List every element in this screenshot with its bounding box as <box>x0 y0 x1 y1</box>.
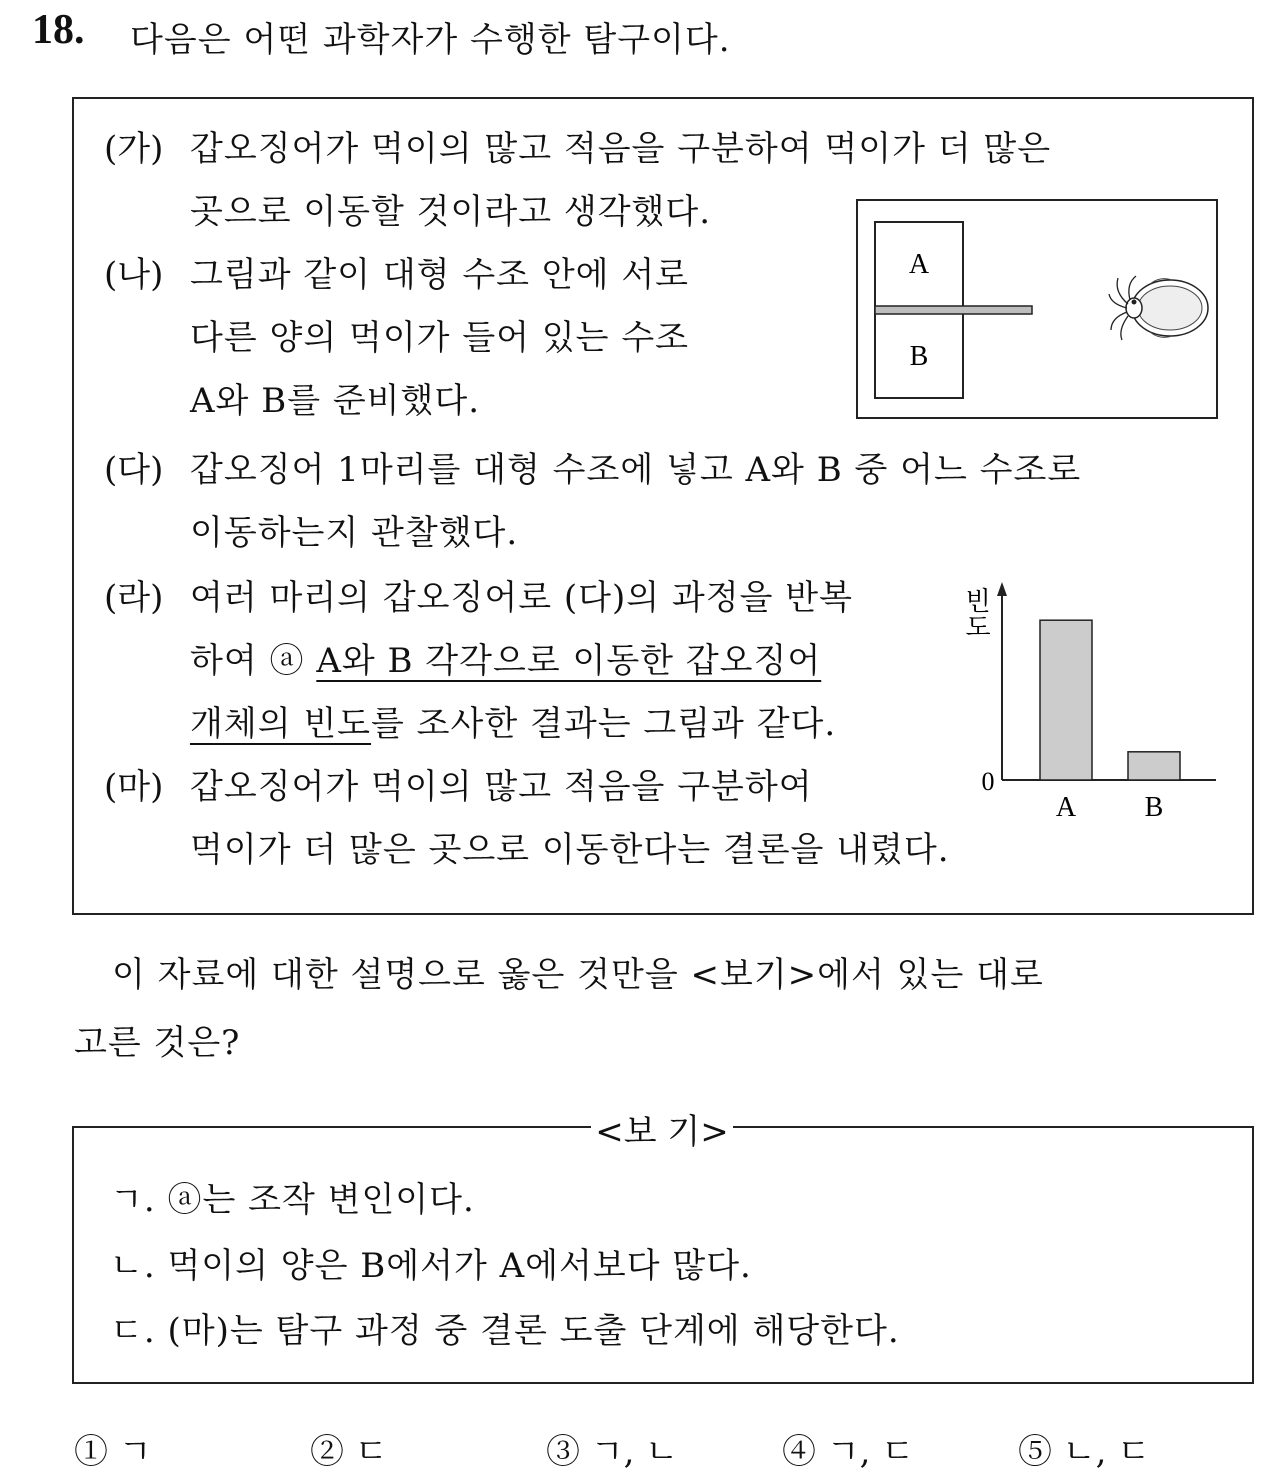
step-na-line1: 그림과 같이 대형 수조 안에 서로 <box>190 255 690 295</box>
bogi-item-digeut: ㄷ. (마)는 탐구 과정 중 결론 도출 단계에 해당한다. <box>110 1311 900 1351</box>
step-da-line2: 이동하는지 관찰했다. <box>190 513 519 553</box>
step-ma-line2: 먹이가 더 많은 곳으로 이동한다는 결론을 내렸다. <box>190 830 950 870</box>
prompt-line2: 고른 것은? <box>74 1023 241 1063</box>
bogi-title <box>0 1104 1280 1153</box>
bogi-item-giyeok: ㄱ. ⓐ는 조작 변인이다. <box>110 1180 475 1220</box>
tank-figure <box>856 198 1218 420</box>
choice-4[interactable]: ④ ㄱ, ㄷ <box>782 1432 915 1472</box>
step-da-line1: 갑오징어 1마리를 대형 수조에 넣고 A와 B 중 어느 수조로 <box>190 450 1082 490</box>
step-tag-na: (나) <box>104 255 164 295</box>
tank-b-label: B <box>909 341 929 372</box>
step-ga-line1: 갑오징어가 먹이의 많고 적음을 구분하여 먹이가 더 많은 <box>190 129 1052 169</box>
choice-2[interactable]: ② ㄷ <box>310 1432 388 1472</box>
step-na-line2: 다른 양의 먹이가 들어 있는 수조 <box>190 318 690 358</box>
tank-a-label: A <box>908 249 930 280</box>
y-axis-label-2: 도 <box>965 613 991 642</box>
question-stem: 다음은 어떤 과학자가 수행한 탐구이다. <box>130 20 731 60</box>
step-tag-ma: (마) <box>104 767 164 807</box>
step-ra-line2 <box>190 630 821 693</box>
y-axis-arrow <box>997 582 1007 596</box>
frequency-bar-chart <box>958 570 1228 832</box>
choice-1[interactable]: ① ㄱ <box>74 1432 152 1472</box>
step-ra-line2-prefix: 하여 ⓐ <box>190 641 317 681</box>
bogi-title-text: <보 기> <box>591 1112 732 1152</box>
choice-3[interactable]: ③ ㄱ, ㄴ <box>546 1432 679 1472</box>
step-tag-da: (다) <box>104 450 164 490</box>
question-number: 18. <box>32 7 85 53</box>
step-tag-ra: (라) <box>104 578 164 618</box>
step-na-line3: A와 B를 준비했다. <box>190 381 481 421</box>
x-tick-label-a: A <box>1055 792 1077 823</box>
bar-a <box>1040 620 1092 780</box>
underlined-phrase-a: A와 B 각각으로 이동한 갑오징어 <box>316 641 822 681</box>
y-zero-label: 0 <box>981 767 995 796</box>
prompt-line1: 이 자료에 대한 설명으로 옳은 것만을 <보기>에서 있는 대로 <box>112 955 1044 995</box>
step-ra-line1: 여러 마리의 갑오징어로 (다)의 과정을 반복 <box>190 578 853 618</box>
divider-wall <box>875 306 1032 314</box>
y-axis-label-1: 빈 <box>965 587 991 616</box>
step-ga-line2: 곳으로 이동할 것이라고 생각했다. <box>190 192 712 232</box>
step-ra-line3-rest: 를 조사한 결과는 그림과 같다. <box>371 704 837 744</box>
bar-b <box>1128 752 1180 780</box>
cuttlefish-icon <box>1109 276 1208 340</box>
bogi-item-nieun: ㄴ. 먹이의 양은 B에서가 A에서보다 많다. <box>110 1246 752 1286</box>
step-ma-line1: 갑오징어가 먹이의 많고 적음을 구분하여 <box>190 767 813 807</box>
choice-5[interactable]: ⑤ ㄴ, ㄷ <box>1018 1432 1151 1472</box>
x-tick-label-b: B <box>1144 792 1164 823</box>
step-ra-line3 <box>190 693 836 756</box>
step-tag-ga: (가) <box>104 129 164 169</box>
underlined-phrase-b: 개체의 빈도 <box>190 704 372 744</box>
